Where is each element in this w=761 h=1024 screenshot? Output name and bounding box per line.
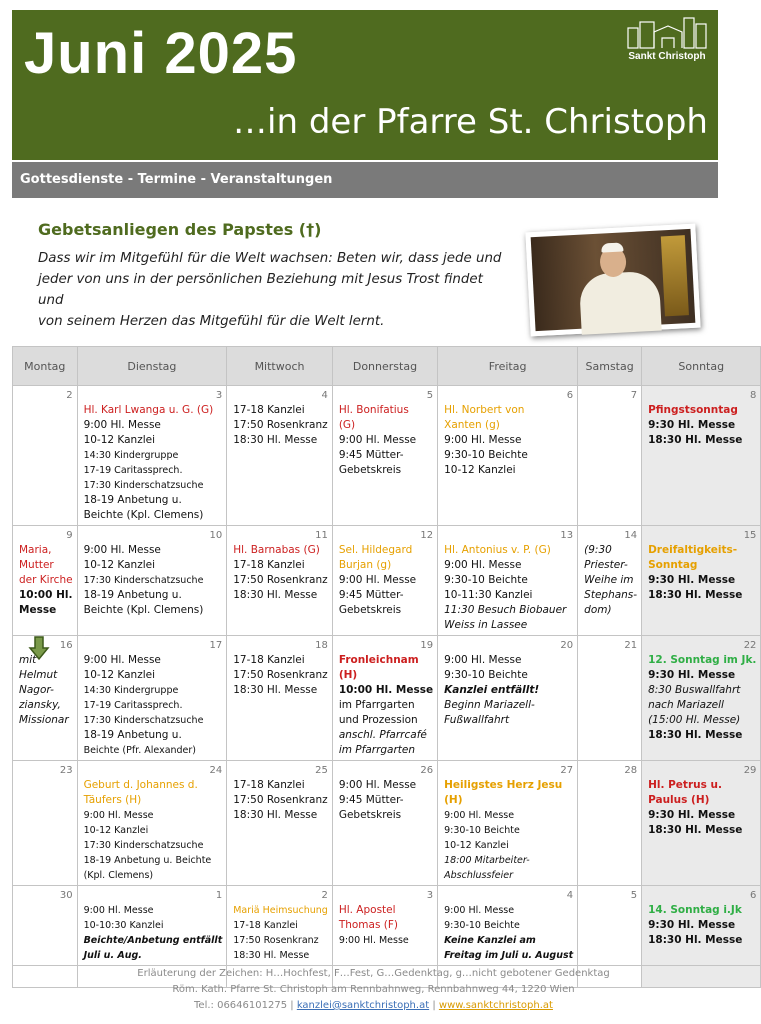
event-line: 10-12 Kanzlei	[83, 825, 149, 836]
event-line: 18-19 Anbetung u.	[83, 729, 182, 741]
event-line: Täufers (H)	[83, 794, 142, 806]
event-line: (Kpl. Clemens)	[83, 870, 154, 881]
event-line: 9:00 Hl. Messe	[338, 779, 417, 791]
event-line: 18:30 Hl. Messe	[233, 434, 318, 446]
event-line: 18-19 Anbetung u.	[83, 589, 182, 601]
event-line: Burjan (g)	[338, 559, 392, 571]
event-line: 9:00 Hl. Messe	[338, 935, 409, 946]
event-line: Beichte (Kpl. Clemens)	[83, 604, 204, 616]
day-cell	[578, 886, 642, 966]
day-number: 2	[66, 390, 73, 401]
day-number: 6	[566, 390, 574, 401]
day-number: 3	[426, 890, 434, 901]
prayer-line: von seinem Herzen das Mitgefühl für die Welt lernt.	[38, 314, 385, 329]
event-line: Sel. Hildegard	[338, 544, 413, 556]
event-line: 9:30-10 Beichte	[444, 920, 520, 931]
weekday-header: Dienstag	[77, 347, 227, 386]
day-cell	[77, 636, 227, 761]
day-number: 18	[315, 640, 328, 651]
event-line: 12. Sonntag im Jk.	[648, 654, 757, 666]
event-line: Weiss in Lassee	[444, 619, 528, 631]
event-line: 17:30 Kinderschatzsuche	[83, 575, 204, 586]
event-line: 17:50 Rosenkranz	[233, 574, 328, 586]
day-number: 4	[321, 390, 328, 401]
event-line: im Pfarrgarten	[338, 744, 416, 756]
day-number: 12	[420, 530, 434, 541]
event-line: 10-12 Kanzlei	[444, 840, 509, 851]
event-line: 10-12 Kanzlei	[83, 434, 156, 446]
event-line: 17-18 Kanzlei	[233, 559, 305, 571]
header-banner	[12, 10, 718, 160]
event-line: 8:30 Buswallfahrt	[648, 684, 741, 696]
day-cell	[642, 386, 761, 526]
event-line: nach Mariazell	[648, 699, 724, 711]
prayer-line: jeder von uns in der persönlichen Beziehung mit Jesus Trost findet und	[38, 272, 483, 308]
event-line: Gebetskreis	[338, 464, 402, 476]
page-subtitle: …in der Pfarre St. Christoph	[233, 102, 708, 142]
weekday-header: Mittwoch	[227, 347, 333, 386]
event-line: 10-12 Kanzlei	[444, 464, 516, 476]
event-line: 9:30-10 Beichte	[444, 574, 528, 586]
calendar-table	[12, 346, 761, 988]
day-cell	[438, 761, 578, 886]
prayer-text	[38, 248, 508, 332]
day-number: 8	[750, 390, 757, 401]
event-line: 9:30 Hl. Messe	[648, 809, 736, 821]
weekday-header: Sonntag	[642, 347, 761, 386]
day-number: 28	[624, 765, 638, 776]
weekday-header: Donnerstag	[332, 347, 437, 386]
event-line: Messe	[19, 604, 57, 616]
event-line: 17:50 Rosenkranz	[233, 935, 319, 946]
day-cell	[438, 526, 578, 636]
pope-photo	[525, 224, 700, 337]
day-cell	[77, 886, 227, 966]
event-line: 9:00 Hl. Messe	[83, 654, 161, 666]
day-number: 7	[630, 390, 638, 401]
week-row	[13, 761, 761, 886]
day-number: 29	[743, 765, 757, 776]
event-line: 9:00 Hl. Messe	[444, 905, 515, 916]
day-number: 24	[209, 765, 223, 776]
event-line: Gebetskreis	[338, 604, 402, 616]
day-number: 10	[209, 530, 223, 541]
event-line: 9:30 Hl. Messe	[648, 419, 736, 431]
week-row	[13, 636, 761, 761]
day-cell	[642, 761, 761, 886]
event-line: Abschlussfeier	[444, 870, 513, 881]
event-line: 18:30 Hl. Messe	[233, 684, 318, 696]
day-number: 15	[743, 530, 757, 541]
event-line: Fußwallfahrt	[444, 714, 510, 726]
logo-text: Sankt Christoph	[628, 51, 706, 62]
event-line: 14:30 Kindergruppe	[83, 450, 179, 461]
day-cell	[332, 636, 437, 761]
day-cell	[13, 886, 78, 966]
event-line: Kanzlei entfällt!	[444, 684, 540, 696]
event-line: (9:30	[584, 544, 612, 556]
event-line: 18:00 Mitarbeiter-	[444, 855, 530, 866]
day-number: 26	[420, 765, 434, 776]
day-number: 14	[624, 530, 638, 541]
day-number: 22	[743, 640, 757, 651]
event-line: 18:30 Hl. Messe	[648, 434, 743, 446]
weekday-header: Freitag	[438, 347, 578, 386]
event-line: 18:30 Hl. Messe	[233, 950, 310, 961]
event-line: Juli u. Aug.	[83, 950, 142, 961]
day-cell	[438, 636, 578, 761]
event-line: Hl. Bonifatius	[338, 404, 409, 416]
day-number: 17	[209, 640, 223, 651]
event-line: Missionar	[19, 714, 69, 726]
day-cell	[332, 386, 437, 526]
event-line: Hl. Barnabas (G)	[233, 544, 320, 556]
event-line: 17:50 Rosenkranz	[233, 669, 328, 681]
arrow-down-icon	[29, 636, 49, 660]
day-cell	[13, 526, 78, 636]
event-line: 18:30 Hl. Messe	[233, 589, 318, 601]
event-line: Paulus (H)	[648, 794, 710, 806]
phone-text: Tel.: 06646101275 |	[194, 1000, 294, 1011]
day-cell	[332, 526, 437, 636]
event-line: 17:50 Rosenkranz	[233, 794, 328, 806]
event-line: 9:30-10 Beichte	[444, 825, 520, 836]
event-line: Hl. Karl Lwanga u. G. (G)	[83, 404, 214, 416]
day-number: 9	[66, 530, 73, 541]
event-line: Sonntag	[648, 559, 698, 571]
prayer-line: Dass wir im Mitgefühl für die Welt wachsen: Beten wir, dass jede und	[38, 251, 502, 266]
website-link[interactable]: www.sanktchristoph.at	[438, 1000, 553, 1011]
event-line: Xanten (g)	[444, 419, 500, 431]
parish-logo	[624, 14, 710, 62]
event-line: 9:00 Hl. Messe	[338, 574, 417, 586]
sub-bar	[12, 162, 718, 198]
event-line: (15:00 Hl. Messe)	[648, 714, 741, 726]
event-line: mit	[19, 654, 37, 666]
day-cell	[578, 761, 642, 886]
event-line: Beichte/Anbetung entfällt	[83, 935, 223, 946]
day-number: 5	[426, 390, 434, 401]
day-number: 5	[630, 890, 638, 901]
church-logo-icon	[624, 14, 710, 50]
day-cell	[578, 386, 642, 526]
day-number: 19	[420, 640, 434, 651]
event-line: 9:00 Hl. Messe	[83, 810, 154, 821]
event-line: 17:30 Kinderschatzsuche	[83, 715, 204, 726]
event-line: 9:45 Mütter-	[338, 589, 404, 601]
week-row	[13, 526, 761, 636]
event-line: Hl. Petrus u.	[648, 779, 722, 791]
event-line: 17-19 Caritassprech.	[83, 465, 183, 476]
event-line: Maria,	[19, 544, 52, 556]
event-line: (H)	[444, 794, 463, 806]
email-link[interactable]: kanzlei@sanktchristoph.at	[296, 1000, 430, 1011]
event-line: 14. Sonntag i.Jk	[648, 904, 742, 916]
day-cell	[13, 386, 78, 526]
day-cell	[642, 886, 761, 966]
event-line: 10-12 Kanzlei	[83, 559, 156, 571]
event-line: 9:30 Hl. Messe	[648, 669, 736, 681]
event-line: (H)	[338, 669, 358, 681]
event-line: 18:30 Hl. Messe	[648, 729, 743, 741]
event-line: Thomas (F)	[338, 919, 399, 931]
day-cell	[642, 636, 761, 761]
day-number: 25	[315, 765, 328, 776]
weekday-header-row	[13, 347, 761, 386]
event-line: 18:30 Hl. Messe	[233, 809, 318, 821]
event-line: 9:00 Hl. Messe	[444, 654, 522, 666]
event-line: Beichte (Kpl. Clemens)	[83, 509, 204, 521]
event-line: 17-19 Caritassprech.	[83, 700, 183, 711]
event-line: Gebetskreis	[338, 809, 402, 821]
event-line: 9:00 Hl. Messe	[444, 810, 515, 821]
weekday-header: Montag	[13, 347, 78, 386]
event-line: Dreifaltigkeits-	[648, 544, 738, 556]
day-cell	[13, 636, 78, 761]
event-line: 17:50 Rosenkranz	[233, 419, 328, 431]
event-line: 18:30 Hl. Messe	[648, 589, 743, 601]
event-line: 11:30 Besuch Biobauer	[444, 604, 567, 616]
day-number: 6	[750, 890, 757, 901]
event-line: 10-10:30 Kanzlei	[83, 920, 164, 931]
event-line: Weihe im	[584, 574, 634, 586]
event-line: 9:00 Hl. Messe	[338, 434, 417, 446]
event-line: Beginn Mariazell-	[444, 699, 535, 711]
event-line: 18-19 Anbetung u. Beichte	[83, 855, 212, 866]
event-line: im Pfarrgarten	[338, 699, 415, 711]
event-line: 10:00 Hl. Messe	[338, 684, 434, 696]
day-number: 1	[215, 890, 223, 901]
day-number: 4	[566, 890, 574, 901]
event-line: 14:30 Kindergruppe	[83, 685, 179, 696]
day-cell	[227, 386, 333, 526]
event-line: Beichte (Pfr. Alexander)	[83, 745, 197, 756]
event-line: 9:00 Hl. Messe	[444, 559, 522, 571]
event-line: 17:30 Kinderschatzsuche	[83, 480, 204, 491]
event-line: der Kirche	[19, 574, 73, 586]
event-line: dom)	[584, 604, 612, 616]
day-number: 20	[560, 640, 574, 651]
day-cell	[332, 886, 437, 966]
day-number: 16	[59, 640, 73, 651]
day-cell	[438, 386, 578, 526]
event-line: Fronleichnam	[338, 654, 419, 666]
event-line: 17:30 Kinderschatzsuche	[83, 840, 204, 851]
day-cell	[77, 761, 227, 886]
event-line: 9:45 Mütter-	[338, 794, 404, 806]
day-number: 11	[315, 530, 328, 541]
day-cell	[578, 526, 642, 636]
event-line: 10:00 Hl.	[19, 589, 73, 601]
event-line: 17-18 Kanzlei	[233, 404, 305, 416]
day-cell	[642, 526, 761, 636]
event-line: 18:30 Hl. Messe	[648, 824, 743, 836]
day-cell	[77, 526, 227, 636]
event-line: 9:30-10 Beichte	[444, 449, 528, 461]
event-line: Keine Kanzlei am	[444, 935, 536, 946]
event-line: 9:00 Hl. Messe	[83, 544, 161, 556]
day-cell	[227, 761, 333, 886]
event-line: Nagor-	[19, 684, 54, 696]
day-cell	[227, 526, 333, 636]
day-cell	[332, 761, 437, 886]
prayer-heading: Gebetsanliegen des Papstes (†)	[38, 220, 322, 239]
event-line: 9:00 Hl. Messe	[83, 905, 154, 916]
day-number: 27	[560, 765, 574, 776]
day-number: 3	[215, 390, 223, 401]
page-title: Juni 2025	[24, 21, 298, 86]
day-number: 21	[624, 640, 638, 651]
event-line: 9:00 Hl. Messe	[444, 434, 522, 446]
event-line: 17-18 Kanzlei	[233, 779, 305, 791]
event-line: 10-11:30 Kanzlei	[444, 589, 533, 601]
day-number: 30	[59, 890, 73, 901]
event-line: und Prozession	[338, 714, 418, 726]
event-line: 17-18 Kanzlei	[233, 654, 305, 666]
event-line: Pfingstsonntag	[648, 404, 738, 416]
legend-text: Erläuterung der Zeichen: H…Hochfest, F…Fest, G…Gedenktag, g…nicht gebotener Gedenktag	[137, 968, 610, 979]
day-cell	[13, 761, 78, 886]
event-line: Hl. Antonius v. P. (G)	[444, 544, 551, 556]
day-number: 13	[560, 530, 574, 541]
day-cell	[227, 636, 333, 761]
event-line: Stephans-	[584, 589, 638, 601]
event-line: 9:45 Mütter-	[338, 449, 404, 461]
event-line: Hl. Norbert von	[444, 404, 525, 416]
event-line: Helmut	[19, 669, 58, 681]
event-line: 9:30-10 Beichte	[444, 669, 528, 681]
day-cell	[578, 636, 642, 761]
address-text: Röm. Kath. Pfarre St. Christoph am Rennbahnweg, Rennbahnweg 44, 1220 Wien	[172, 984, 575, 995]
separator: |	[432, 1000, 436, 1011]
week-row	[13, 886, 761, 966]
event-line: 9:30 Hl. Messe	[648, 919, 736, 931]
event-line: Geburt d. Johannes d.	[83, 779, 198, 791]
day-cell	[227, 886, 333, 966]
event-line: 9:00 Hl. Messe	[83, 419, 161, 431]
day-number: 23	[59, 765, 73, 776]
day-cell	[438, 886, 578, 966]
event-line: Mariä Heimsuchung	[233, 905, 328, 916]
event-line: anschl. Pfarrcafé	[338, 729, 427, 741]
event-line: 17-18 Kanzlei	[233, 920, 298, 931]
event-line: 10-12 Kanzlei	[83, 669, 156, 681]
weekday-header: Samstag	[578, 347, 642, 386]
event-line: Freitag im Juli u. August	[444, 950, 574, 961]
day-cell	[77, 386, 227, 526]
day-number: 2	[321, 890, 328, 901]
event-line: Priester-	[584, 559, 628, 571]
sub-bar-text: Gottesdienste - Termine - Veranstaltungen	[20, 172, 333, 187]
event-line: (G)	[338, 419, 356, 431]
week-row	[13, 386, 761, 526]
event-line: 18-19 Anbetung u.	[83, 494, 182, 506]
contact-line	[0, 1000, 747, 1011]
event-line: 9:30 Hl. Messe	[648, 574, 736, 586]
event-line: Mutter	[19, 559, 54, 571]
event-line: 18:30 Hl. Messe	[648, 934, 743, 946]
event-line: Heiligstes Herz Jesu	[444, 779, 563, 791]
event-line: ziansky,	[19, 699, 61, 711]
event-line: Hl. Apostel	[338, 904, 396, 916]
